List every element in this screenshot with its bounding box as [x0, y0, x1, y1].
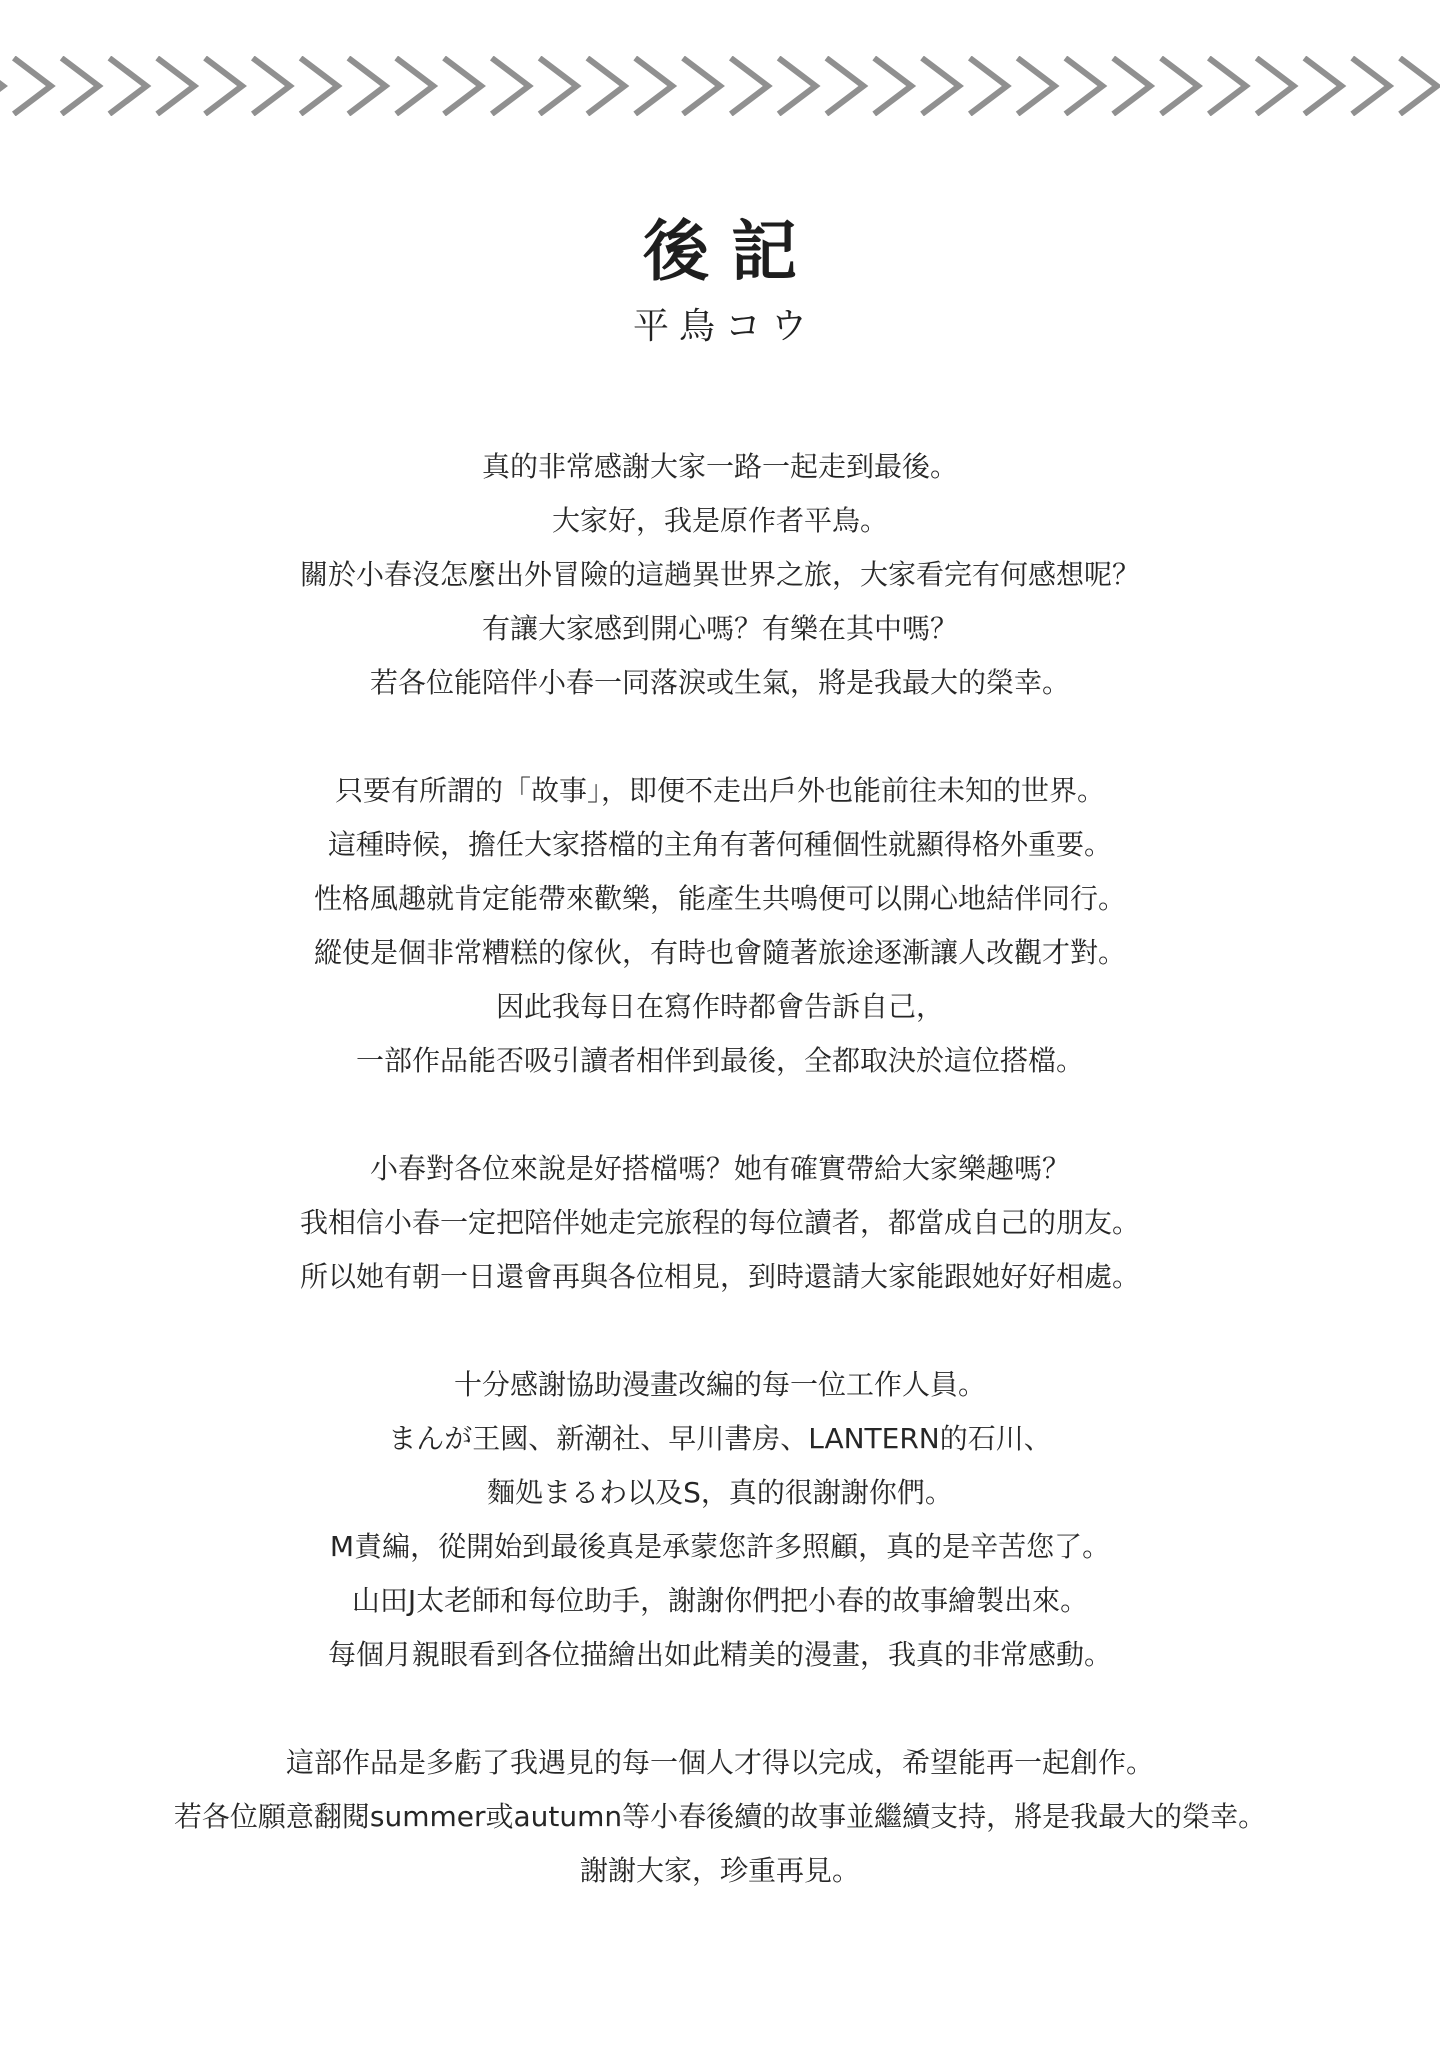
text-line: 若各位願意翻閱summer或autumn等小春後續的故事並繼續支持，將是我最大的榮幸。: [173, 1800, 1267, 1833]
paragraph-3: [0, 1142, 1440, 1304]
chevron-divider: [0, 56, 1440, 116]
text-line: 山田J太老師和每位助手，謝謝你們把小春的故事繪製出來。: [351, 1584, 1089, 1617]
author-name: 平鳥コウ: [632, 306, 817, 347]
text-line: 有讓大家感到開心嗎？有樂在其中嗎？: [481, 612, 958, 645]
text-line: 十分感謝協助漫畫改編的每一位工作人員。: [453, 1368, 986, 1401]
text-line: M責編，從開始到最後真是承蒙您許多照顧，真的是辛苦您了。: [329, 1530, 1111, 1563]
paragraph-2: [0, 764, 1440, 1088]
text-line: 縱使是個非常糟糕的傢伙，有時也會隨著旅途逐漸讓人改觀才對。: [313, 936, 1126, 969]
text-line: 因此我每日在寫作時都會告訴自己，: [495, 990, 944, 1023]
paragraph-1: [0, 440, 1440, 710]
text-line: 若各位能陪伴小春一同落淚或生氣，將是我最大的榮幸。: [369, 666, 1070, 699]
text-line: 只要有所謂的「故事」，即便不走出戶外也能前往未知的世界。: [334, 774, 1105, 807]
text-line: 性格風趣就肯定能帶來歡樂，能產生共鳴便可以開心地結伴同行。: [313, 882, 1126, 915]
text-line: 我相信小春一定把陪伴她走完旅程的每位讀者，都當成自己的朋友。: [299, 1206, 1140, 1239]
text-line: 真的非常感謝大家一路一起走到最後。: [481, 450, 958, 483]
chevron-row-icon: [0, 56, 1440, 116]
text-line: まんが王國、新潮社、早川書房、LANTERN的石川、: [388, 1422, 1052, 1455]
text-line: 所以她有朝一日還會再與各位相見，到時還請大家能跟她好好相處。: [299, 1260, 1140, 1293]
text-line: 關於小春沒怎麼出外冒險的這趟異世界之旅，大家看完有何感想呢？: [299, 558, 1140, 591]
paragraph-5: [0, 1736, 1440, 1898]
text-line: 小春對各位來說是好搭檔嗎？她有確實帶給大家樂趣嗎？: [369, 1152, 1070, 1185]
text-line: 謝謝大家，珍重再見。: [579, 1854, 860, 1887]
paragraph-4: [0, 1358, 1440, 1682]
text-line: 麵処まるわ以及S，真的很謝謝你們。: [487, 1476, 953, 1509]
text-line: 這種時候，擔任大家搭檔的主角有著何種個性就顯得格外重要。: [327, 828, 1112, 861]
afterword-body: [0, 440, 1440, 1952]
text-line: 一部作品能否吸引讀者相伴到最後，全都取決於這位搭檔。: [355, 1044, 1084, 1077]
text-line: 每個月親眼看到各位描繪出如此精美的漫畫，我真的非常感動。: [327, 1638, 1112, 1671]
text-line: 大家好，我是原作者平鳥。: [551, 504, 888, 537]
text-line: 這部作品是多虧了我遇見的每一個人才得以完成，希望能再一起創作。: [285, 1746, 1154, 1779]
page-title: 後記: [643, 213, 819, 290]
